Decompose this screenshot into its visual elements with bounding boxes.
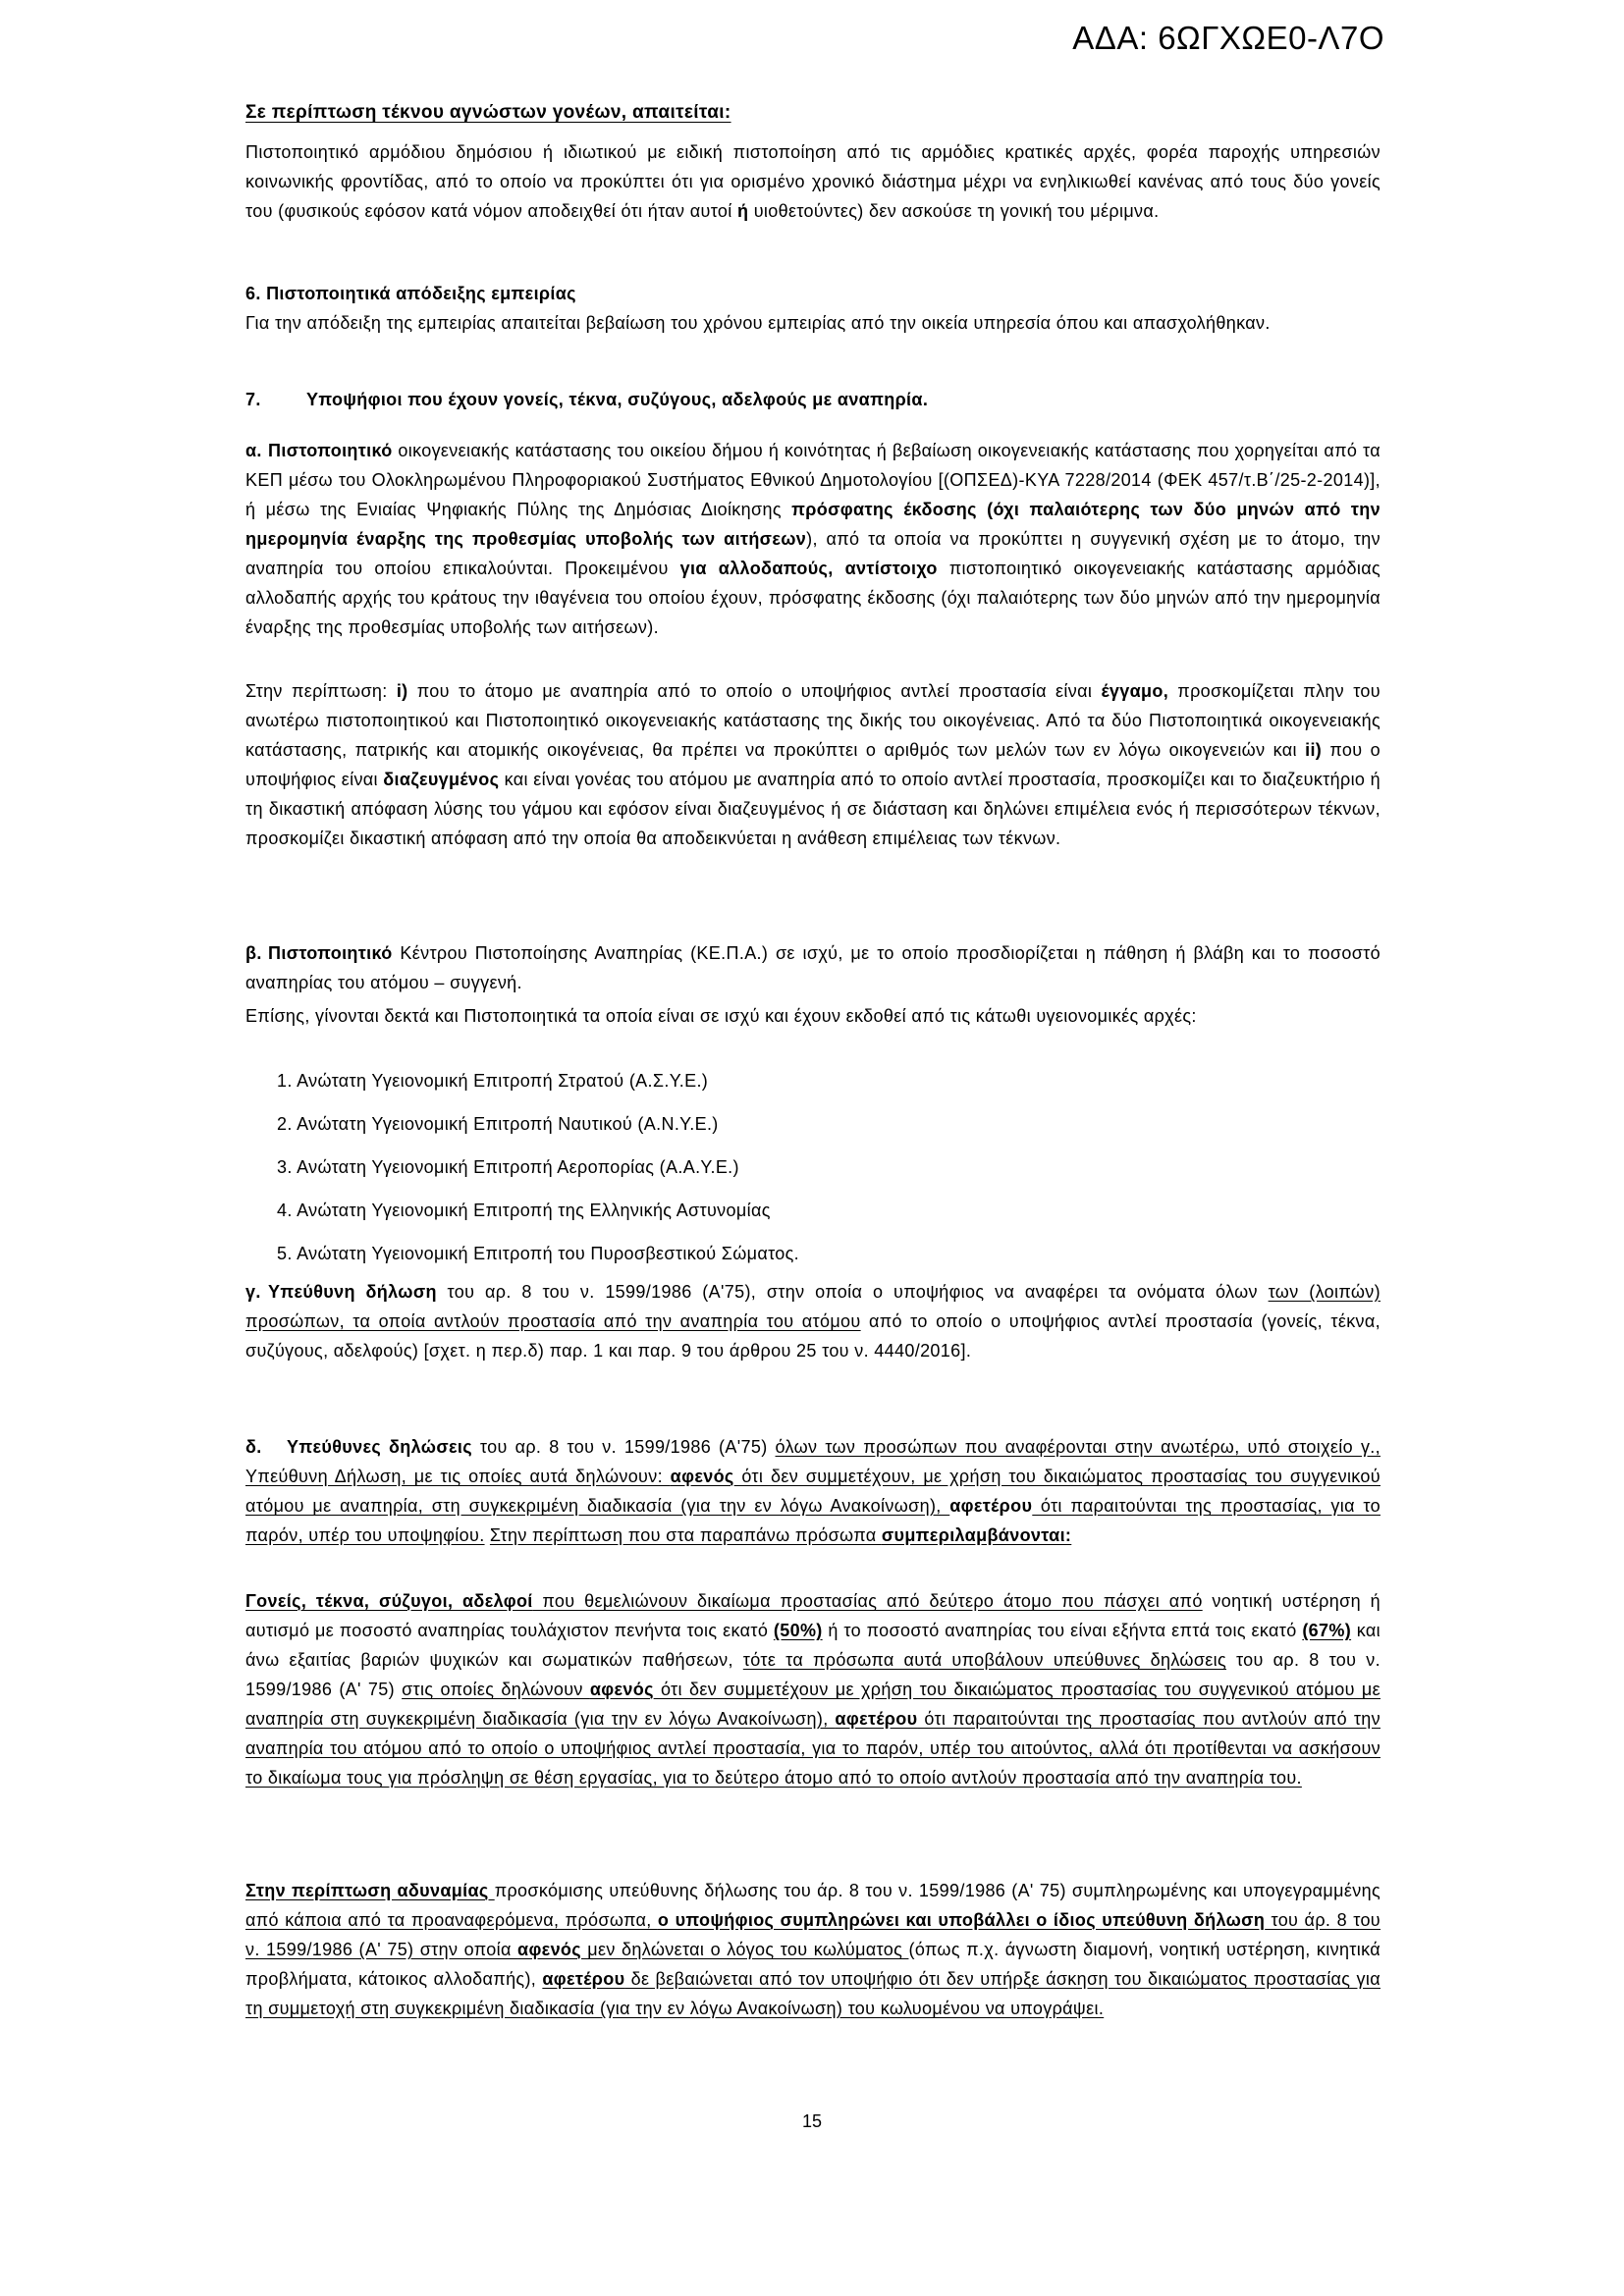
text-segment: και είναι γονέας του ατόμου με αναπηρία από το οποίο αντλεί προστασία, προσκομίζει και το διαζευκτήριο ή τη δικαστική απόφαση λύσης του γάμου και εφόσον είναι διαζευγμένος ή σε διάσταση και δηλώνει επιμέλεια ενός ή περισσότερων τέκνων, προσκομίζει δικαστική απόφαση από την οποία θα αποδεικνύεται η ανάθεση επιμέλειας των τέκνων. <box>245 770 1381 848</box>
text-segment: αφενός <box>517 1940 581 1959</box>
text-segment: Στην περίπτωση: <box>245 681 397 701</box>
text-segment: ή το ποσοστό αναπηρίας του είναι εξήντα επτά τοις εκατό <box>822 1621 1303 1640</box>
paragraph-health-authorities-intro: Επίσης, γίνονται δεκτά και Πιστοποιητικά τα οποία είναι σε ισχύ και έχουν εκδοθεί από τις κάτωθι υγειονομικές αρχές: <box>245 1006 1197 1026</box>
item-alpha-text <box>245 441 1380 637</box>
paragraph-relatives <box>245 1586 1380 1792</box>
list-item: 3. Ανώτατη Υγειονομική Επιτροπή Αεροπορίας (Α.Α.Υ.Ε.) <box>277 1157 739 1177</box>
paragraph-text <box>245 1591 1380 1788</box>
item-alpha-marker: α. <box>245 441 262 460</box>
section-7-marker: 7. <box>245 390 261 409</box>
text-segment: (50%) <box>773 1621 823 1640</box>
text-segment: ή <box>736 201 749 221</box>
text-segment: των (λοιπών) προσώπων, τα οποία αντλούν προστασία από την αναπηρία του ατόμου <box>245 1282 1380 1331</box>
text-segment: Στην περίπτωση που στα παραπάνω πρόσωπα <box>489 1525 882 1545</box>
text-segment: μεν δηλώνεται ο λόγος του κωλύματος <box>580 1940 909 1959</box>
text-segment: ότι δεν συμμετέχουν με χρήση του δικαιώματος προστασίας του συγγενικού ατόμου με αναπηρία στη συγκεκριμένη διαδικασία (για την εν λόγω Ανακοίνωση), <box>245 1680 1380 1729</box>
text-segment: (67%) <box>1302 1621 1352 1640</box>
page-number: 15 <box>801 2111 823 2131</box>
item-gamma-text <box>245 1282 1380 1361</box>
text-segment: έγγαμο, <box>1101 681 1169 701</box>
text-segment: του αρ. 8 του ν. 1599/1986 (Α'75), στην οποία ο υποψήφιος να αναφέρει τα ονόματα όλων <box>436 1282 1269 1302</box>
text-segment: Υπεύθυνη δήλωση <box>268 1282 437 1302</box>
text-segment: που θεμελιώνουν δικαίωμα προστασίας από δεύτερο άτομο που πάσχει από <box>532 1591 1203 1611</box>
text-segment: αφετέρου <box>542 1969 625 1989</box>
paragraph-text <box>245 681 1380 848</box>
text-segment: Γονείς, τέκνα, σύζυγοι, αδελφοί <box>245 1591 533 1611</box>
text-segment: Πιστοποιητικό <box>268 943 393 963</box>
list-item: 2. Ανώτατη Υγειονομική Επιτροπή Ναυτικού (Α.Ν.Υ.Ε.) <box>277 1114 719 1134</box>
item-beta-text <box>245 943 1380 992</box>
text-segment: Κέντρου Πιστοποίησης Αναπηρίας (ΚΕ.Π.Α.) σε ισχύ, με το οποίο προσδιορίζεται η πάθηση ή βλάβη και το ποσοστό αναπηρίας του ατόμου – συγγενή. <box>245 943 1380 992</box>
text-segment: αφενός <box>589 1680 654 1699</box>
text-segment: προσκομίζεται πλην του ανωτέρω πιστοποιητικού και Πιστοποιητικό οικογενειακής κατάστασης της δικής του οικογένειας. Από τα δύο Πιστοποιητικά οικογενειακής κατάστασης, πατρικής και ατομικής οικογένειας, θα πρέπει να προκύπτει ο αριθμός των μελών των εν λόγω οικογενειών και <box>245 681 1380 760</box>
text-segment: ο υποψήφιος συμπληρώνει και υποβάλλει ο ίδιος υπεύθυνη δήλωση <box>657 1910 1266 1930</box>
paragraph-text <box>245 142 1380 221</box>
text-segment: Υπεύθυνες δηλώσεις <box>287 1437 472 1457</box>
paragraph-text <box>245 1881 1380 2018</box>
text-segment: (όπως π.χ. άγνωστη διαμονή, νοητική υστέρηση, κινητικά προβλήματα, κάτοικος αλλοδαπής), <box>245 1940 1381 1989</box>
text-segment: όλων των προσώπων που αναφέρονται στην ανωτέρω, υπό στοιχείο γ., Υπεύθυνη Δήλωση, με τις οποίες αυτά δηλώνουν: <box>245 1437 1381 1486</box>
text-segment: ότι παραιτούνται της προστασίας που αντλούν από την αναπηρία του ατόμου από το οποίο ο υποψήφιος αντλεί προστασία, για το παρόν, υπέρ του αιτούντος, αλλά ότι προτίθενται να ασκήσουν το δικαίωμα τους για πρόσληψη σε θέση εργασίας, για το δεύτερο άτομο από το οποίο αντλούν προστασία από την αναπηρία του. <box>245 1709 1380 1788</box>
text-segment: τότε τα πρόσωπα αυτά υποβάλουν υπεύθυνες δηλώσεις <box>742 1650 1227 1670</box>
text-segment: του αρ. 8 του ν. 1599/1986 (Α'75) <box>471 1437 776 1457</box>
item-delta-marker: δ. <box>245 1437 262 1457</box>
text-segment: υιοθετούντες) δεν ασκούσε τη γονική του μέριμνα. <box>748 201 1160 221</box>
text-segment: ότι δεν συμμετέχουν, με χρήση του δικαιώματος προστασίας του συγγενικού ατόμου με αναπηρία, στη συγκεκριμένη διαδικασία (για την εν λόγω Ανακοίνωση), <box>245 1467 1380 1516</box>
heading-section-6: 6. Πιστοποιητικά απόδειξης εμπειρίας <box>245 284 576 303</box>
paragraph-unknown-parents <box>245 137 1380 226</box>
text-segment: προσκόμισης υπεύθυνης δήλωσης του άρ. 8 του ν. 1599/1986 (Α' 75) συμπληρωμένης και υπογεγραμμένης <box>494 1881 1380 1900</box>
text-segment: δε βεβαιώνεται από τον υποψήφιο ότι δεν υπήρξε άσκηση του δικαιώματος προστασίας για τη συμμετοχή στη συγκεκριμένη διαδικασία (για την εν λόγω Ανακοίνωση) του κωλυομένου να υπογράψει. <box>245 1969 1380 2018</box>
list-item: 5. Ανώτατη Υγειονομική Επιτροπή του Πυροσβεστικού Σώματος. <box>277 1244 800 1263</box>
text-segment: και άνω εξαιτίας βαριών ψυχικών και σωματικών παθήσεων, <box>245 1621 1380 1670</box>
text-segment: για αλλοδαπούς, αντίστοιχο <box>679 559 938 578</box>
list-item: 1. Ανώτατη Υγειονομική Επιτροπή Στρατού (Α.Σ.Υ.Ε.) <box>277 1071 709 1091</box>
text-segment: συμπεριλαμβάνονται: <box>881 1525 1072 1545</box>
health-authorities-list <box>245 1066 1380 1282</box>
text-segment: του αρ. 8 του ν. 1599/1986 (Α' 75) <box>245 1650 1380 1699</box>
text-segment: αφενός <box>670 1467 734 1486</box>
text-segment: αφετέρου <box>949 1496 1033 1516</box>
item-alpha <box>245 436 1380 642</box>
text-segment: που το άτομο με αναπηρία από το οποίο ο υποψήφιος αντλεί προστασία είναι <box>407 681 1102 701</box>
item-beta-marker: β. <box>245 943 262 963</box>
item-beta <box>245 938 1380 997</box>
ada-number: ΑΔΑ: 6ΩΓΧΩΕ0-Λ7Ο <box>1072 20 1384 56</box>
heading-section-7 <box>245 385 1380 414</box>
item-gamma <box>245 1277 1380 1365</box>
text-segment: από το οποίο ο υποψήφιος αντλεί προστασία (γονείς, τέκνα, συζύγους, αδελφούς) [σχετ. η περ.δ) παρ. 1 και παρ. 9 του άρθρου 25 του ν. 4440/2016]. <box>245 1311 1380 1361</box>
text-segment: πιστοποιητικό οικογενειακής κατάστασης αρμόδιας αλλοδαπής αρχής του κράτους την ιθαγένεια του οποίου έχουν, πρόσφατης έκδοσης (όχι παλαιότερης των δύο μηνών από την ημερομηνία έναρξης της προθεσμίας υποβολής των αιτήσεων). <box>245 559 1381 637</box>
text-segment: νοητική υστέρηση ή αυτισμό με ποσοστό αναπηρίας τουλάχιστον πενήντα τοις εκατό <box>245 1591 1380 1640</box>
text-segment: ii) <box>1305 740 1323 760</box>
item-delta-text <box>245 1437 1380 1545</box>
text-segment: i) <box>396 681 408 701</box>
paragraph-married-divorced <box>245 676 1380 853</box>
item-gamma-marker: γ. <box>245 1282 261 1302</box>
text-segment: ότι παραιτούνται της προστασίας, για το παρόν, υπέρ του υποψηφίου. <box>245 1496 1380 1545</box>
list-item: 4. Ανώτατη Υγειονομική Επιτροπή της Ελληνικής Αστυνομίας <box>277 1201 771 1220</box>
text-segment: στις οποίες δηλώνουν <box>402 1680 590 1699</box>
paragraph-inability <box>245 1876 1380 2023</box>
text-segment: αφετέρου <box>835 1709 918 1729</box>
section-7-title: Υποψήφιοι που έχουν γονείς, τέκνα, συζύγους, αδελφούς με αναπηρία. <box>306 390 929 409</box>
text-segment: που ο υποψήφιος είναι <box>245 740 1380 789</box>
text-segment: από κάποια από τα προαναφερόμενα, πρόσωπα, <box>245 1910 658 1930</box>
text-segment: Πιστοποιητικό <box>268 441 393 460</box>
item-delta <box>245 1432 1380 1550</box>
text-segment: του άρ. 8 του ν. 1599/1986 (Α' 75) στην οποία <box>245 1910 1381 1959</box>
text-segment: διαζευγμένος <box>383 770 500 789</box>
paragraph-section-6: Για την απόδειξη της εμπειρίας απαιτείται βεβαίωση του χρόνου εμπειρίας από την οικεία υπηρεσία όπου και απασχολήθηκαν. <box>245 313 1271 333</box>
text-segment: ), από τα οποία να προκύπτει η συγγενική σχέση με το άτομο, την αναπηρία του οποίου επικαλούνται. Προκειμένου <box>245 529 1380 578</box>
text-segment: οικογενειακής κατάστασης του οικείου δήμου ή κοινότητας ή βεβαίωση οικογενειακής κατάστασης που χορηγείται από τα ΚΕΠ μέσω του Ολοκληρωμένου Πληροφοριακού Συστήματος Εθνικού Δημοτολογίου [(ΟΠΣΕΔ)-ΚΥΑ 7228/2014 (ΦΕΚ 457/τ.Β΄/25-2-2014)], ή μέσω της Ενιαίας Ψηφιακής Πύλης της Δημόσιας Διοίκησης <box>245 441 1380 519</box>
text-segment: Πιστοποιητικό αρμόδιου δημόσιου ή ιδιωτικού με ειδική πιστοποίηση από τις αρμόδιες κρατικές αρχές, φορέα παροχής υπηρεσιών κοινωνικής φροντίδας, από το οποίο να προκύπτει ότι για ορισμένο χρονικό διάστημα μέχρι να ενηλικιωθεί κανένας από τους δύο γονείς του (φυσικούς εφόσον κατά νόμον αποδειχθεί ότι ήταν αυτοί <box>245 142 1380 221</box>
text-segment: πρόσφατης έκδοσης (όχι παλαιότερης των δύο μηνών από την ημερομηνία έναρξης της προθεσμίας υποβολής των αιτήσεων <box>245 500 1380 549</box>
heading-unknown-parents: Σε περίπτωση τέκνου αγνώστων γονέων, απαιτείται: <box>245 102 731 123</box>
text-segment: Στην περίπτωση αδυναμίας <box>245 1881 495 1900</box>
